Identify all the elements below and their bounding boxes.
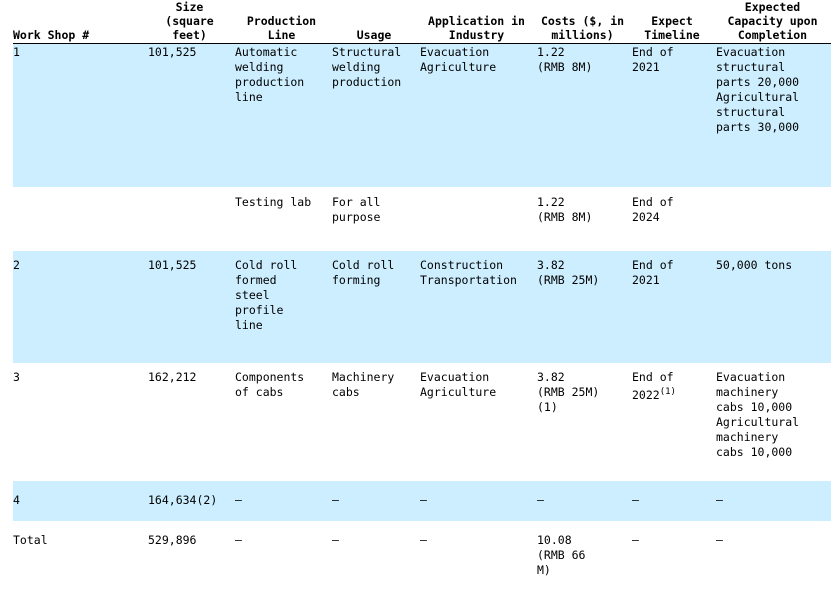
table-row-total — [13, 521, 831, 591]
cell-line: — — [235, 532, 242, 547]
cell-usage: Structural welding production — [330, 44, 418, 187]
cell-cost: — — [535, 481, 630, 521]
footnote-marker: (2) — [196, 492, 218, 507]
cell-timeline: — — [632, 532, 639, 547]
header-usage: Usage — [356, 28, 392, 42]
table-row-shop-3 — [13, 363, 831, 481]
cell-application — [418, 187, 535, 251]
table-row-shop-2 — [13, 251, 831, 363]
cell-shop: 3 — [13, 369, 20, 384]
cell-capacity: — — [714, 481, 831, 521]
cell-timeline: End of 2024 — [632, 194, 674, 224]
cell-size: 529,896 — [148, 532, 197, 547]
cell-timeline: End of 2021 — [630, 44, 714, 187]
cell-line: Cold roll formed steel profile line — [233, 251, 330, 363]
cell-shop: 2 — [13, 251, 146, 363]
cell-usage: For all purpose — [332, 194, 381, 224]
cell-application: Evacuation Agriculture — [420, 369, 497, 399]
cell-timeline — [630, 363, 714, 481]
cell-shop: 4 — [13, 481, 146, 521]
cell-shop: 1 — [13, 44, 146, 187]
table-row-shop-4 — [13, 481, 831, 521]
cell-line: — — [233, 481, 330, 521]
cell-application: Construction Transportation — [418, 251, 535, 363]
cell-size — [146, 187, 233, 251]
footnote-marker: (1) — [659, 386, 676, 397]
workshop-table — [13, 0, 831, 591]
table-row-testing-lab — [13, 187, 831, 251]
cell-capacity — [714, 187, 831, 251]
cell-usage: — — [330, 481, 418, 521]
cell-application: Evacuation Agriculture — [418, 44, 535, 187]
cell-cost: 3.82 (RMB 25M) — [535, 251, 630, 363]
cell-shop: Total — [13, 532, 48, 547]
header-size: Size (square feet) — [165, 0, 214, 42]
cell-line: Testing lab — [235, 194, 312, 209]
cell-capacity: — — [716, 532, 723, 547]
cell-cost: 10.08 (RMB 66 M) — [537, 532, 586, 577]
cell-capacity: Evacuation structural parts 20,000 Agricultural structural parts 30,000 — [714, 44, 831, 187]
header-timeline: Expect Timeline — [644, 14, 700, 42]
cell-cost: 3.82 (RMB 25M) (1) — [537, 369, 600, 414]
cell-line: Components of cabs — [235, 369, 305, 399]
cell-capacity: 50,000 tons — [714, 251, 831, 363]
header-work-shop: Work Shop # — [13, 28, 90, 42]
cell-cost: 1.22 (RMB 8M) — [537, 194, 593, 224]
cell-size: 162,212 — [148, 369, 197, 384]
header-production-line: Production Line — [246, 14, 317, 42]
cell-timeline: End of 2021 — [630, 251, 714, 363]
table-row-shop-1 — [13, 44, 831, 187]
header-costs: Costs ($, in millions) — [540, 14, 625, 42]
cell-application: — — [418, 481, 535, 521]
cell-capacity: Evacuation machinery cabs 10,000 Agricultural machinery cabs 10,000 — [716, 369, 800, 459]
cell-line: Automatic welding production line — [233, 44, 330, 187]
cell-application: — — [420, 532, 427, 547]
cell-usage: Machinery cabs — [332, 369, 395, 399]
cell-usage: — — [332, 532, 339, 547]
cell-size — [146, 481, 233, 521]
timeline-text: End of 2022 — [632, 369, 674, 402]
cell-shop — [13, 187, 146, 251]
size-text: 164,634 — [148, 492, 197, 507]
cell-size: 101,525 — [146, 44, 233, 187]
header-capacity: Expected Capacity upon Completion — [727, 0, 818, 42]
cell-size: 101,525 — [146, 251, 233, 363]
header-application: Application in Industry — [428, 14, 525, 42]
cell-timeline: — — [630, 481, 714, 521]
cell-usage: Cold roll forming — [330, 251, 418, 363]
header-row — [13, 0, 831, 44]
cell-cost: 1.22 (RMB 8M) — [535, 44, 630, 187]
